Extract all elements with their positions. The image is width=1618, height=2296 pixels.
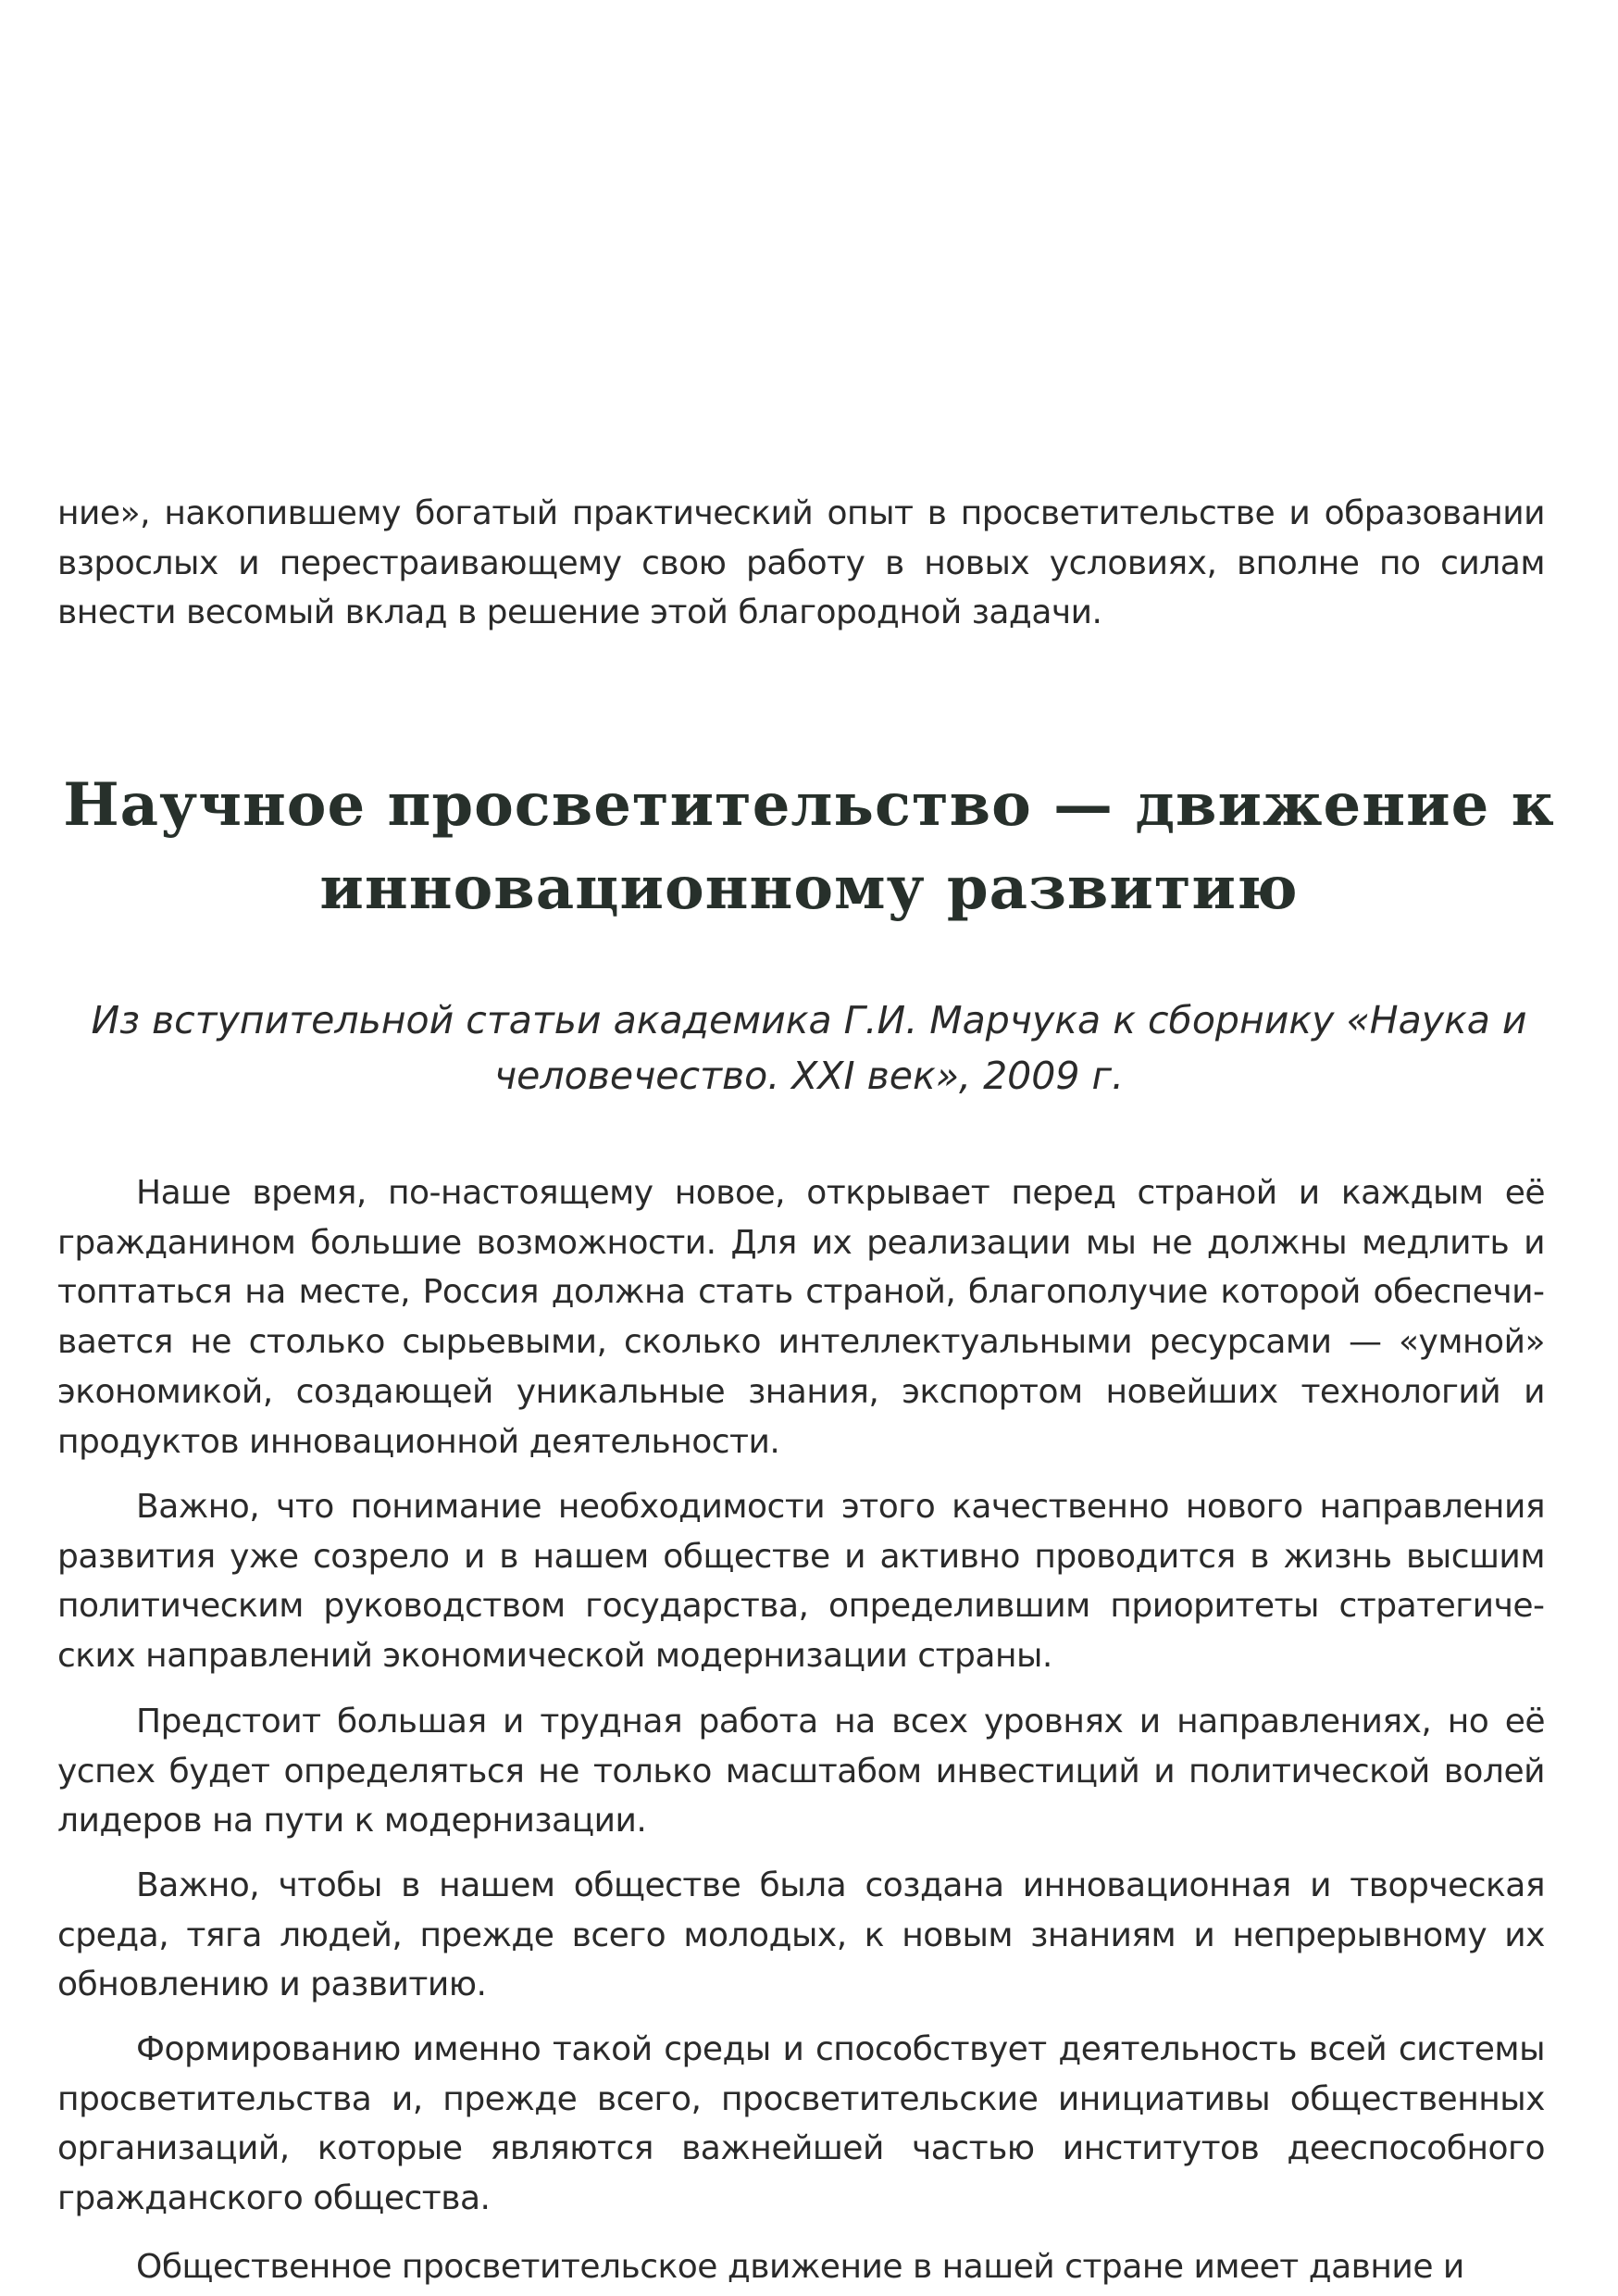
body-paragraph: Формированию именно такой среды и способствует деятельность всей системы просветительства и, прежде всего, просветительские инициативы общественных организаций, которые являются важнейшей частью институтов дееспособного гражданского общества. <box>57 2030 1545 2218</box>
intro-paragraph: ние», накопившему богатый практический опыт в просветительстве и образовании взрослых и перестраивающему свою работу в новых условиях, вполне по силам внести весомый вклад в решение этой благородной задачи. <box>57 494 1545 632</box>
body-paragraph: Предстоит большая и трудная работа на всех уровнях и направлениях, но её успех будет определяться не только масштабом инвестиций и политической волей лидеров на пути к модернизации. <box>57 1703 1545 1841</box>
body-paragraph: Наше время, по-настоящему новое, открывает перед страной и каждым её гражданином большие возможности. Для их реализации мы не должны медлить и топтаться на месте, Россия должна стать страной, благополучие которой обеспечивается не столько сырьевыми, сколько интеллектуальными ресурсами — «умной» экономикой, создающей уникальные знания, экспортом новейших технологий и продуктов инновационной деятельности. <box>57 1174 1545 1461</box>
body-paragraph: Важно, чтобы в нашем обществе была создана инновационная и творческая среда, тяга людей, прежде всего молодых, к новым знаниям и непрерывному их обновлению и развитию. <box>57 1866 1545 2004</box>
body-paragraph: Важно, что понимание необходимости этого качественно нового направления развития уже созрело и в нашем обществе и активно проводится в жизнь высшим политическим руководством государства, определившим приоритеты стратегических направлений экономической модернизации страны. <box>57 1488 1545 1676</box>
body-paragraph: Общественное просветительское движение в нашей стране имеет давние и <box>136 2248 1464 2286</box>
section-heading: Научное просветительство — движение к инновационному развитию <box>63 770 1555 923</box>
section-subtitle: Из вступительной статьи академика Г.И. Марчука к сборнику «Наука и человечество. XXI век», 2009 г. <box>91 998 1527 1098</box>
